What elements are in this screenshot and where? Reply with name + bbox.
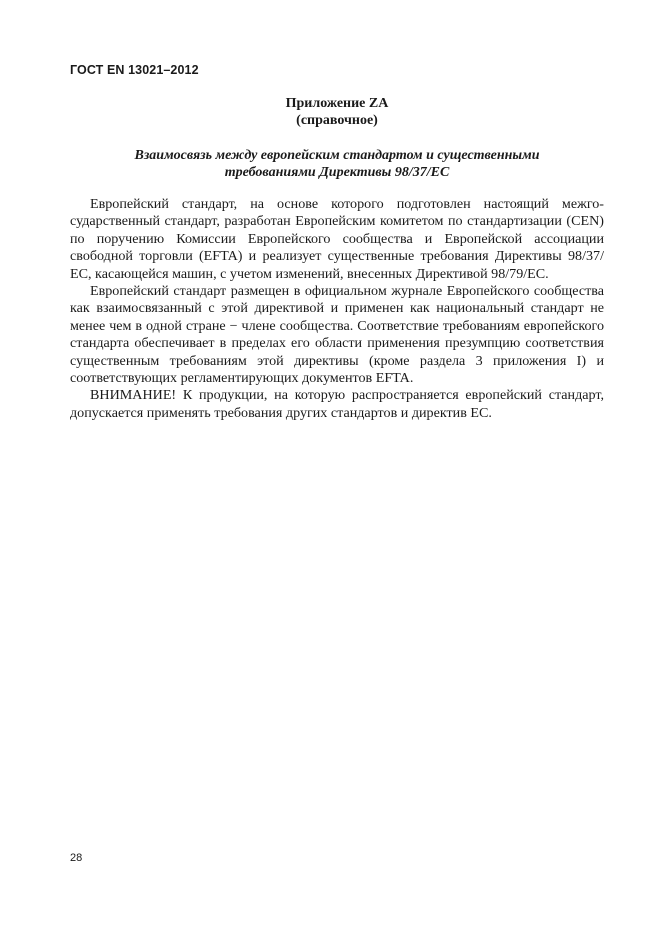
page-number: 28 — [70, 852, 83, 864]
section-title-line-2: требованиями Директивы 98/37/ЕС — [224, 165, 450, 180]
annex-title: Приложение ZA — [285, 96, 389, 111]
paragraph-2: Европейский стандарт размещен в официальном журнале Европейского сообщества как взаимосвязанный с этой директивой и применен как национальный стандарт не менее чем в одной стране − члене сообщества. Соответствие требованиям европейского стандарта обеспечивает в пределах его области применения презумпцию соответствия существенным требованиям этой директивы (кроме раздела 3 приложения I) и соответствующих регламентирующих документов EFTA. — [70, 283, 604, 387]
body-text — [70, 196, 604, 422]
section-title-line-1: Взаимосвязь между европейским стандартом и существенными — [134, 148, 540, 163]
paragraph-1: Европейский стандарт, на основе которого подготовлен настоящий межгосударственный стандарт, разработан Европейским комитетом по стандартизации (CEN) по поручению Комиссии Европейского сообщества и Европейской ассоциации свободной торговли (EFTA) и реализует существенные требования Директивы 98/37/ЕС, касающейся машин, с учетом изменений, внесенных Директивой 98/79/ЕС. — [70, 196, 604, 282]
document-code-header: ГОСТ EN 13021–2012 — [70, 63, 199, 77]
section-title — [70, 147, 604, 181]
paragraph-3: ВНИМАНИЕ! К продукции, на которую распространяется европейский стандарт, допускается применять требования других стандартов и директив ЕС. — [70, 387, 604, 421]
annex-kind: (справочное) — [296, 113, 378, 128]
